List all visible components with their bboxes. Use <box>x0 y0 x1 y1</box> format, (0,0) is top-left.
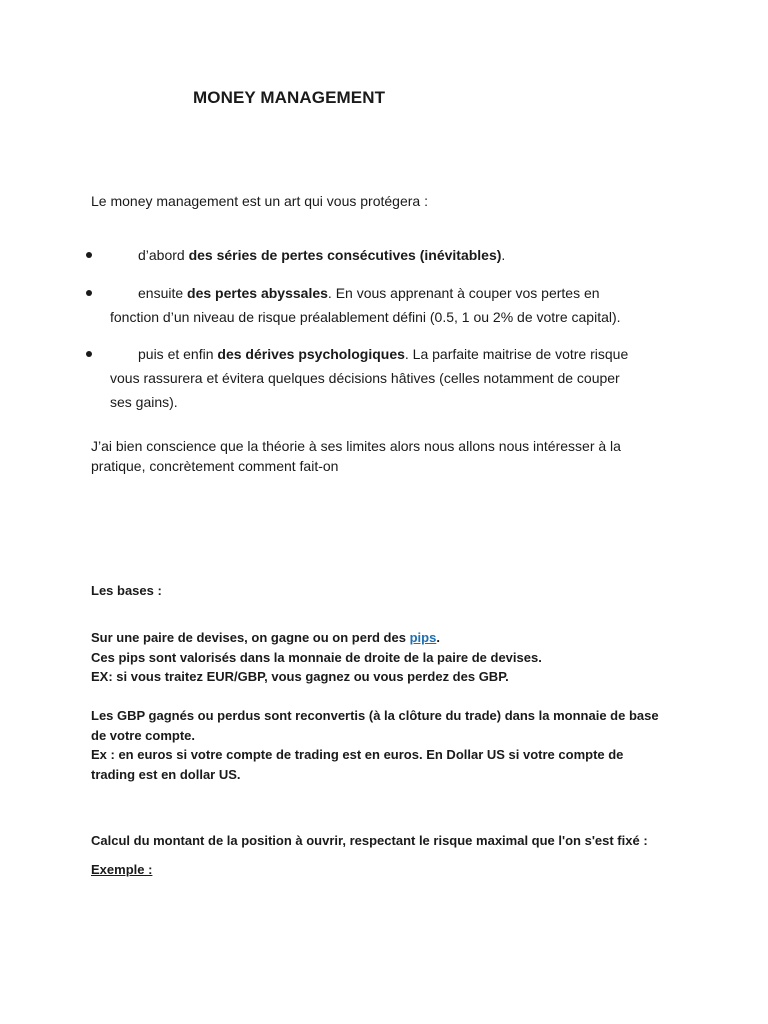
bullet-line <box>138 342 628 366</box>
bases-paragraph <box>91 628 691 687</box>
calcul-heading: Calcul du montant de la position à ouvrir, respectant le risque maximal que l'on s'est fixé : <box>91 833 648 848</box>
bullet-bold-text: des séries de pertes consécutives (inévitables) <box>188 247 502 263</box>
bullet-continuation: vous rassurera et évitera quelques décisions hâtives (celles notamment de couper <box>110 370 620 386</box>
paragraph-line: trading est en dollar US. <box>91 766 241 782</box>
bullet-bold-text: des pertes abyssales <box>187 285 328 301</box>
bullet-suffix: . <box>501 247 506 263</box>
paragraph-line: Les GBP gagnés ou perdus sont reconvertis (à la clôture du trade) dans la monnaie de base <box>91 708 659 723</box>
bullet-dot-icon <box>86 252 92 258</box>
bases-heading: Les bases : <box>91 583 162 598</box>
paragraph-line: de votre compte. <box>91 727 196 743</box>
paragraph-line <box>91 628 691 648</box>
pips-link[interactable]: pips <box>409 630 437 645</box>
paragraph-line: pratique, concrètement comment fait-on <box>91 458 339 474</box>
bullet-dot-icon <box>86 351 92 357</box>
bullet-prefix: puis et enfin <box>138 346 218 362</box>
paragraph-line: J’ai bien conscience que la théorie à ses limites alors nous allons nous intéresser à la <box>91 438 621 454</box>
bullet-continuation: ses gains). <box>110 394 178 410</box>
bullet-dot-icon <box>86 290 92 296</box>
bullet-suffix: . La parfaite maitrise de votre risque <box>404 346 629 362</box>
paragraph-line: Ex : en euros si votre compte de trading est en euros. En Dollar US si votre compte de <box>91 747 624 762</box>
bullet-prefix: ensuite <box>138 285 188 301</box>
bullet-prefix: d’abord <box>138 247 189 263</box>
bullet-continuation: fonction d’un niveau de risque préalablement défini (0.5, 1 ou 2% de votre capital). <box>110 309 621 325</box>
bullet-line <box>138 281 600 305</box>
bullet-line <box>138 243 505 267</box>
bullet-suffix: . En vous apprenant à couper vos pertes en <box>327 285 600 301</box>
intro-text: Le money management est un art qui vous protégera : <box>91 193 428 209</box>
reconvert-paragraph <box>91 706 691 784</box>
bases-line1-suffix: . <box>436 630 440 645</box>
document-title: MONEY MANAGEMENT <box>193 88 386 107</box>
paragraph-line: Ces pips sont valorisés dans la monnaie de droite de la paire de devises. <box>91 649 542 665</box>
paragraph-line: EX: si vous traitez EUR/GBP, vous gagnez ou vous perdez des GBP. <box>91 669 509 684</box>
bullet-bold-text: des dérives psychologiques <box>217 346 405 362</box>
bases-line1-text: Sur une paire de devises, on gagne ou on perd des <box>91 630 410 645</box>
conscience-paragraph <box>91 436 681 476</box>
example-heading: Exemple : <box>91 862 153 877</box>
